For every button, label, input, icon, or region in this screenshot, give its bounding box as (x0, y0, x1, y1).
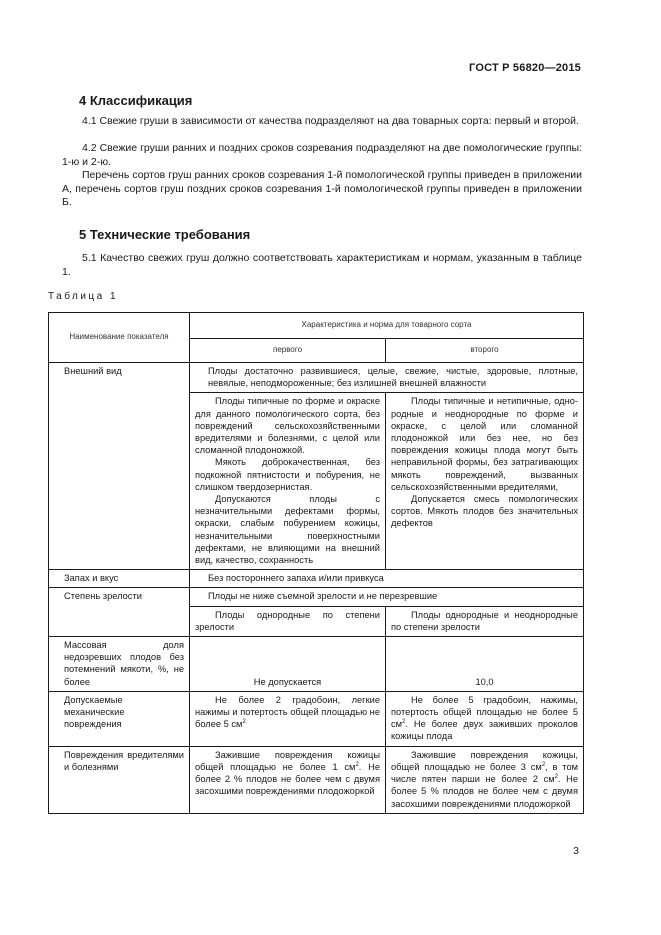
pests-first (190, 746, 386, 813)
appearance-second-p1: Плоды типичные и нетипичные, одно-родные и неоднородные по форме и окраске, с целой или сломанной плодоножкой или без нее, но без повреждения кожицы плода могут быть неправильной формы, без затрагивающих мякоть повреждений, вызванных сельскохозяйственными вредителями, (391, 396, 578, 492)
mechanical-second-text-b: . Не более двух заживших проколов кожицы плода (391, 719, 578, 742)
standard-code: ГОСТ Р 56820—2015 (469, 62, 581, 74)
smell-common: Без постороннего запаха и/или привкуса (190, 570, 584, 588)
mechanical-first (190, 691, 386, 746)
mechanical-second-sup: 2 (402, 719, 406, 726)
mechanical-second (386, 691, 584, 746)
row-name-appearance: Внешний вид (49, 363, 190, 570)
pests-second-text-b: , в том числе пятен парши не более 2 см (391, 761, 579, 785)
row-name-mechanical: Допускаемые механические повреждения (49, 691, 190, 746)
header-grade-second: второго (386, 339, 584, 363)
paragraph-4-2-list: Перечень сортов груш ранних сроков созревания 1-й помологической группы приведен в приложении А, перечень сортов груш поздних сроков созревания 1-й помологической группы приведен в приложении Б. (62, 169, 582, 208)
pests-second (386, 746, 584, 813)
pests-first-text-b: . Не более 2 % плодов не более чем с двумя засохшими повреждениями плодожоркой (195, 761, 380, 797)
header-grade-first: первого (190, 339, 386, 363)
overripe-first: Не допускается (190, 637, 386, 692)
appearance-first-p1: Плоды типичные по форме и окраске для данного помологического сорта, без повреждений сельскохозяйственными вредителями и болезнями, с целой или сломанной плодоножкой. (195, 396, 380, 456)
appearance-first-p2: Мякоть доброкачественная, без подкожной пятнистости и побурения, не слишком твердозернистая. (195, 457, 380, 492)
overripe-second: 10,0 (386, 637, 584, 692)
requirements-table (48, 312, 584, 814)
appearance-first-p3: Допускаются плоды с незначительными дефектами формы, окраски, слабым побурением кожицы, незначительными поверхностными дефектами, не влияющими на внешний вид, качество, сохранность (195, 494, 380, 566)
table-row (49, 363, 584, 393)
pests-second-sup: 2 (541, 761, 546, 768)
ripeness-second: Плоды однородные и неоднородные по степени зрелости (386, 606, 584, 636)
pests-first-sup: 2 (355, 761, 359, 768)
paragraph-4-2: 4.2 Свежие груши ранних и поздних сроков созревания подразделяют на две помологические группы: 1-ю и 2-ю. (62, 142, 582, 168)
table-row (49, 637, 584, 692)
mechanical-first-text: Не более 2 градобоин, легкие нажимы и потертость общей площадью не более 5 см (195, 694, 380, 730)
mechanical-first-sup: 2 (242, 719, 246, 726)
pests-second-text-c: . Не более 5 % плодов не более чем с двумя засохшими повреждениями плодожоркой (391, 774, 578, 809)
table-row (49, 588, 584, 606)
table-row (49, 746, 584, 813)
page-number: 3 (573, 845, 579, 857)
header-indicator-name: Наименование показателя (49, 313, 190, 363)
ripeness-first: Плоды однородные по степени зрелости (190, 606, 386, 636)
pests-second-text: Зажившие повреждения кожицы, общей площадью не более 3 см (391, 749, 578, 772)
table-row (49, 691, 584, 746)
paragraph-4-1: 4.1 Свежие груши в зависимости от качества подразделяют на два товарных сорта: первый и второй. (82, 115, 579, 127)
section-5-title: 5 Технические требования (79, 227, 251, 242)
appearance-second (386, 393, 584, 570)
appearance-second-p2: Допускается смесь помологических сортов. Мякоть плодов без значительных дефектов (391, 494, 578, 529)
table-row (49, 570, 584, 588)
row-name-overripe: Массовая доля недозревших плодов без потемнений мякоти, %, не более (49, 637, 190, 692)
row-name-smell: Запах и вкус (49, 570, 190, 588)
section-4-title: 4 Классификация (79, 93, 193, 108)
appearance-first (190, 393, 386, 570)
row-name-ripeness: Степень зрелости (49, 588, 190, 637)
mechanical-second-text: Не более 5 градобоин, нажимы, потертость общей площадью не более 5 см (391, 694, 578, 730)
row-name-pests: Повреждения вредителями и болезнями (49, 746, 190, 813)
header-characteristic: Характеристика и норма для товарного сорта (190, 313, 584, 339)
ripeness-common: Плоды не ниже съемной зрелости и не перезревшие (190, 588, 584, 606)
appearance-common: Плоды достаточно развившиеся, целые, свежие, чистые, здоровые, плотные, невялые, неподмороженные; без излишней внешней влажности (190, 363, 584, 393)
pests-first-text: Зажившие повреждения кожицы общей площадью не более 1 см (195, 749, 380, 772)
pests-second-sup2: 2 (554, 774, 558, 780)
table-caption: Таблица 1 (48, 291, 119, 302)
paragraph-5-1: 5.1 Качество свежих груш должно соответствовать характеристикам и нормам, указанным в таблице 1. (62, 252, 582, 278)
